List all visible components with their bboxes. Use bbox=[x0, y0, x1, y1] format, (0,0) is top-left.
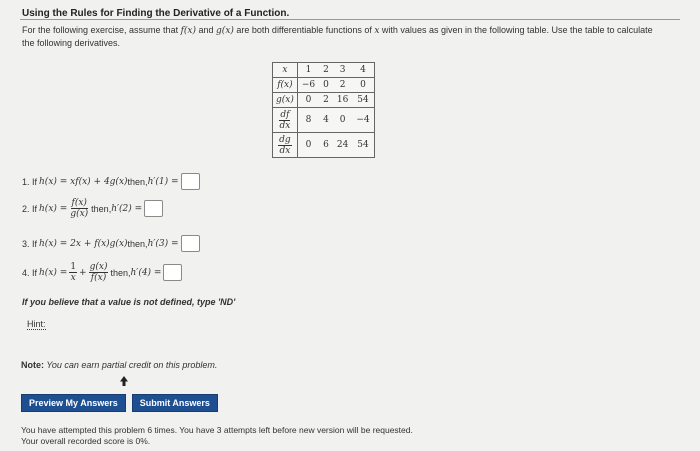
question-4-fraction-2-numerator: g(x) bbox=[89, 262, 108, 272]
answer-2-input[interactable] bbox=[144, 200, 163, 217]
intro-text-3: with values as given in the following table. Use the table to calculate the following derivatives. bbox=[22, 25, 653, 48]
table-cell: 2 bbox=[339, 80, 346, 90]
question-2-then: then, bbox=[91, 203, 112, 214]
title-divider bbox=[20, 19, 680, 20]
question-1-expression: h(x) = xf(x) + 4g(x) bbox=[39, 176, 128, 187]
table-row-g bbox=[273, 93, 375, 108]
df-denominator: dx bbox=[279, 120, 291, 131]
question-2-lhs: h(x) = bbox=[39, 203, 68, 214]
question-3-expression: h(x) = 2x + f(x)g(x) bbox=[39, 238, 128, 249]
table-cell: 1 bbox=[305, 65, 312, 75]
attempt-status-line: You have attempted this problem 6 times. You have 3 attempts left before new version will be requested. bbox=[21, 425, 413, 435]
row-label-g: g(x) bbox=[273, 93, 298, 108]
table-cell: 0 bbox=[339, 115, 346, 125]
question-2 bbox=[22, 198, 163, 219]
question-4 bbox=[22, 262, 182, 283]
table-cell: 0 bbox=[305, 95, 312, 105]
table-row-f bbox=[273, 78, 375, 93]
problem-intro bbox=[22, 24, 662, 49]
answer-1-input[interactable] bbox=[181, 173, 200, 190]
table-cell: 16 bbox=[336, 95, 349, 105]
question-2-numerator: f(x) bbox=[71, 198, 87, 208]
table-cell: 0 bbox=[360, 80, 366, 90]
table-cell: 3 bbox=[339, 65, 346, 75]
not-defined-note: If you believe that a value is not defined, type 'ND' bbox=[22, 297, 236, 307]
question-3 bbox=[22, 235, 200, 252]
row-label-df bbox=[273, 108, 298, 133]
df-numerator: df bbox=[280, 109, 290, 120]
table-cell: 24 bbox=[336, 140, 349, 150]
dg-denominator: dx bbox=[279, 145, 291, 156]
question-4-fraction-2-denominator: f(x) bbox=[90, 273, 107, 283]
question-2-prefix: 2. If bbox=[22, 203, 38, 214]
row-label-dg bbox=[273, 133, 298, 158]
score-status-line: Your overall recorded score is 0%. bbox=[21, 436, 151, 446]
attempt-status bbox=[21, 425, 413, 447]
intro-and: and bbox=[196, 25, 217, 35]
question-4-fraction-1-numerator: 1 bbox=[70, 262, 77, 272]
row-label-x: x bbox=[273, 63, 298, 78]
answer-3-input[interactable] bbox=[181, 235, 200, 252]
intro-g: g(x) bbox=[216, 26, 234, 36]
intro-f: f(x) bbox=[180, 26, 197, 36]
table-row-df bbox=[273, 108, 375, 133]
table-cell: 2 bbox=[323, 95, 329, 105]
table-cell: 6 bbox=[323, 140, 329, 150]
question-2-target: h′(2) = bbox=[111, 203, 143, 214]
question-4-target: h′(4) = bbox=[130, 267, 162, 278]
values-table bbox=[272, 62, 375, 158]
question-1-prefix: 1. If bbox=[22, 176, 38, 187]
table-row-dg bbox=[273, 133, 375, 158]
submit-answers-button[interactable]: Submit Answers bbox=[132, 394, 218, 412]
table-cell: 54 bbox=[357, 140, 369, 150]
question-3-target: h′(3) = bbox=[147, 238, 179, 249]
answer-buttons bbox=[21, 394, 218, 412]
partial-credit-text: You can earn partial credit on this problem. bbox=[44, 360, 218, 370]
question-1 bbox=[22, 173, 200, 190]
question-1-target: h′(1) = bbox=[147, 176, 179, 187]
question-4-fraction-1 bbox=[69, 262, 77, 283]
table-row-x bbox=[273, 63, 375, 78]
question-4-lhs: h(x) = bbox=[39, 267, 68, 278]
dg-numerator: dg bbox=[279, 134, 291, 145]
table-cell: 4 bbox=[323, 115, 329, 125]
table-cell: 54 bbox=[357, 95, 369, 105]
table-cell: 8 bbox=[305, 115, 312, 125]
partial-credit-note bbox=[21, 360, 217, 370]
intro-text-1: For the following exercise, assume that bbox=[22, 25, 181, 35]
partial-credit-label: Note: bbox=[21, 360, 44, 370]
intro-x: x bbox=[374, 26, 380, 36]
question-4-plus: + bbox=[79, 267, 87, 278]
table-cell: 2 bbox=[323, 65, 329, 75]
row-label-f: f(x) bbox=[273, 78, 298, 93]
table-cell: −4 bbox=[356, 115, 370, 125]
page-title: Using the Rules for Finding the Derivative of a Function. bbox=[22, 8, 290, 19]
answer-4-input[interactable] bbox=[163, 264, 182, 281]
question-4-fraction-1-denominator: x bbox=[70, 273, 76, 283]
table-cell: 0 bbox=[305, 140, 312, 150]
table-cell: −6 bbox=[301, 80, 316, 90]
table-cell: 0 bbox=[323, 80, 329, 90]
question-3-then: then, bbox=[127, 238, 148, 249]
mouse-cursor-icon bbox=[119, 375, 129, 387]
question-4-prefix: 4. If bbox=[22, 267, 38, 278]
preview-answers-button[interactable]: Preview My Answers bbox=[21, 394, 126, 412]
question-1-then: then, bbox=[127, 176, 148, 187]
question-2-denominator: g(x) bbox=[70, 209, 89, 219]
question-4-then: then, bbox=[110, 267, 131, 278]
question-2-fraction bbox=[69, 198, 89, 219]
table-cell: 4 bbox=[360, 65, 366, 75]
hint-link[interactable]: Hint: bbox=[27, 319, 46, 329]
intro-text-2: are both differentiable functions of bbox=[233, 25, 375, 35]
question-4-fraction-2 bbox=[89, 262, 109, 283]
question-3-prefix: 3. If bbox=[22, 238, 38, 249]
